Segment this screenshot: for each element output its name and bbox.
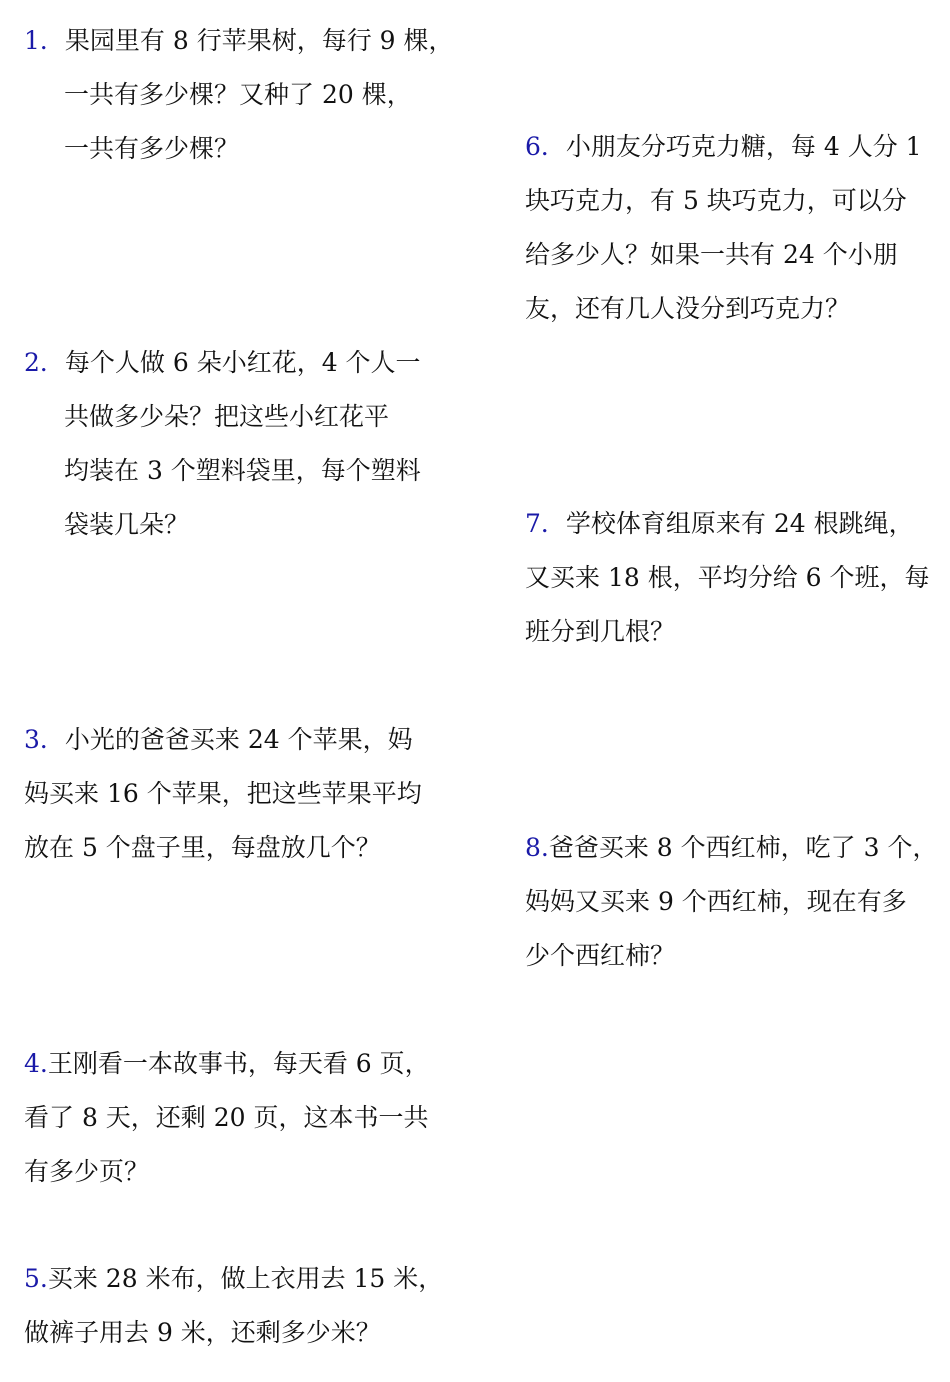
problem-6 [525, 120, 922, 336]
problem-text: 放在 5 个盘子里，每盘放几个？ [24, 833, 381, 862]
problem-text: 每个人做 6 朵小红花，4 个人一 [64, 348, 421, 377]
problem-text: 果园里有 8 行苹果树，每行 9 棵， [64, 26, 454, 55]
problem-text: 学校体育组原来有 24 根跳绳， [565, 509, 914, 538]
problem-number: 2． [24, 348, 65, 377]
problem-1 [24, 14, 454, 176]
problem-text: 小朋友分巧克力糖，每 4 人分 1 [565, 132, 922, 161]
problem-4 [24, 1037, 430, 1199]
problem-text: 买来 28 米布，做上衣用去 15 米， [47, 1264, 444, 1293]
problem-text: 均装在 3 个塑料袋里，每个塑料 [64, 456, 421, 485]
problem-text: 友，还有几人没分到巧克力？ [525, 294, 851, 323]
problem-text: 给多少人？如果一共有 24 个小朋 [525, 240, 898, 269]
problem-text: 共做多少朵？把这些小红花平 [64, 402, 390, 431]
problem-number: 8. [525, 833, 549, 862]
problem-2 [24, 336, 421, 552]
problem-text: 一共有多少棵？ [64, 134, 240, 163]
problem-number: 7． [525, 509, 566, 538]
problem-text: 一共有多少棵？又种了 20 棵， [64, 80, 412, 109]
problem-7 [525, 497, 930, 659]
problem-number: 1． [24, 26, 65, 55]
problem-text: 块巧克力，有 5 块巧克力，可以分 [525, 186, 907, 215]
problem-text: 看了 8 天，还剩 20 页，这本书一共 [24, 1103, 429, 1132]
problem-number: 3． [24, 725, 65, 754]
problem-text: 小光的爸爸买来 24 个苹果，妈 [64, 725, 413, 754]
problem-text: 妈妈又买来 9 个西红柿，现在有多 [525, 887, 907, 916]
problem-number: 5. [24, 1264, 48, 1293]
problem-text: 爸爸买来 8 个西红柿，吃了 3 个， [548, 833, 938, 862]
problem-text: 妈买来 16 个苹果，把这些苹果平均 [24, 779, 422, 808]
problem-text: 班分到几根？ [525, 617, 676, 646]
problem-text: 做裤子用去 9 米，还剩多少米？ [24, 1318, 381, 1347]
problem-text: 有多少页？ [24, 1157, 150, 1186]
problem-text: 少个西红柿？ [525, 941, 676, 970]
problem-number: 6． [525, 132, 566, 161]
problem-number: 4. [24, 1049, 48, 1078]
problem-text: 王刚看一本故事书，每天看 6 页， [47, 1049, 430, 1078]
problem-8 [525, 821, 937, 983]
problem-text: 又买来 18 根，平均分给 6 个班，每 [525, 563, 930, 592]
problem-5 [24, 1252, 443, 1360]
problem-3 [24, 713, 422, 875]
problem-text: 袋装几朵？ [64, 510, 190, 539]
